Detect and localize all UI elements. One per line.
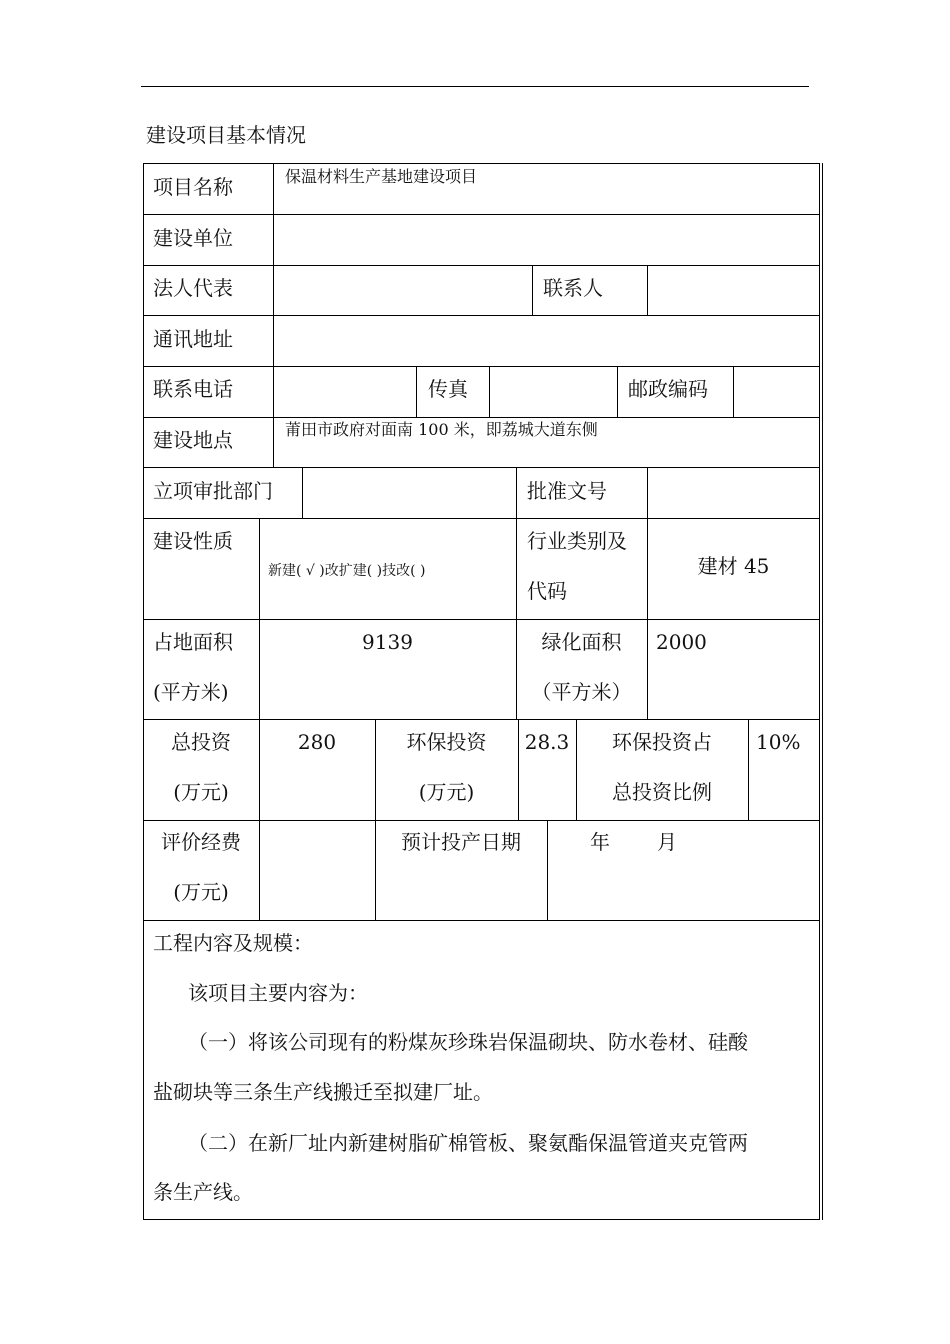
col-divider	[416, 366, 417, 418]
label-env-invest-line1: 环保投资	[406, 730, 487, 754]
label-site: 建设地点	[153, 428, 233, 452]
label-industry-line2: 代码	[527, 579, 567, 603]
value-project-name: 保温材料生产基地建设项目	[285, 167, 478, 186]
row-divider	[143, 518, 820, 519]
col-divider	[617, 366, 618, 418]
label-fax: 传真	[428, 377, 468, 401]
content-item1-line2: 盐砌块等三条生产线搬迁至拟建厂址。	[153, 1080, 493, 1104]
label-invest-line1: 总投资	[171, 730, 231, 754]
value-land-area: 9139	[362, 630, 413, 654]
label-invest-line2: (万元)	[173, 780, 229, 804]
row-divider	[143, 315, 820, 316]
label-area-line1: 占地面积	[153, 630, 233, 654]
col-divider	[748, 719, 749, 821]
col-divider	[302, 467, 303, 519]
label-ratio-line1: 环保投资占	[612, 730, 712, 754]
table-right-double-line	[822, 163, 823, 1220]
label-fee-line1: 评价经费	[161, 830, 241, 854]
content-title: 工程内容及规模：	[153, 931, 313, 955]
row-divider	[143, 265, 820, 266]
value-total-investment: 280	[297, 730, 337, 754]
value-month-unit: 月	[657, 830, 677, 854]
row-divider	[143, 366, 820, 367]
value-env-ratio: 10%	[756, 730, 801, 754]
label-nature: 建设性质	[153, 529, 233, 553]
label-area-line2: (平方米)	[153, 680, 229, 704]
label-industry-line1: 行业类别及	[527, 529, 627, 553]
value-nature: 新建( √ )改扩建( )技改( )	[268, 563, 426, 579]
label-contact-person: 联系人	[543, 276, 603, 300]
label-construction-unit: 建设单位	[153, 226, 233, 250]
label-fee-line2: (万元)	[173, 880, 229, 904]
col-divider	[273, 163, 274, 468]
col-divider	[259, 518, 260, 921]
row-divider	[143, 719, 820, 720]
label-ratio-line2: 总投资比例	[612, 780, 712, 804]
content-item2-line1: （二）在新厂址内新建树脂矿棉管板、聚氨酯保温管道夹克管两	[188, 1131, 748, 1155]
label-green-line2: （平方米）	[531, 680, 632, 704]
col-divider	[733, 366, 734, 418]
row-divider	[143, 619, 820, 620]
col-divider	[532, 265, 533, 316]
label-green-line1: 绿化面积	[541, 630, 622, 654]
content-item2-line2: 条生产线。	[153, 1180, 253, 1204]
value-site: 莆田市政府对面南 100 米，即荔城大道东侧	[285, 420, 598, 439]
page-title: 建设项目基本情况	[146, 123, 306, 147]
content-item1-line1: （一）将该公司现有的粉煤灰珍珠岩保温砌块、防水卷材、硅酸	[188, 1030, 748, 1054]
row-divider	[143, 920, 820, 921]
col-divider	[647, 467, 648, 720]
label-approval-no: 批准文号	[527, 479, 607, 503]
label-prod-date: 预计投产日期	[401, 830, 521, 854]
col-divider	[647, 265, 648, 316]
col-divider	[547, 820, 548, 921]
value-green-area: 2000	[656, 630, 707, 654]
label-project-name: 项目名称	[153, 175, 233, 199]
row-divider	[143, 214, 820, 215]
row-divider	[143, 820, 820, 821]
label-legal-rep: 法人代表	[153, 276, 233, 300]
label-address: 通讯地址	[153, 327, 233, 351]
label-postcode: 邮政编码	[628, 377, 708, 401]
value-year-unit: 年	[590, 830, 610, 854]
label-approval-dept: 立项审批部门	[153, 479, 273, 503]
content-intro: 该项目主要内容为：	[188, 981, 368, 1005]
value-industry-code: 建材 45	[697, 554, 770, 578]
col-divider	[489, 366, 490, 418]
label-phone: 联系电话	[153, 377, 233, 401]
label-env-invest-line2: (万元)	[418, 780, 475, 804]
value-env-investment: 28.3	[524, 730, 570, 754]
header-rule	[141, 86, 809, 87]
row-divider	[143, 467, 820, 468]
